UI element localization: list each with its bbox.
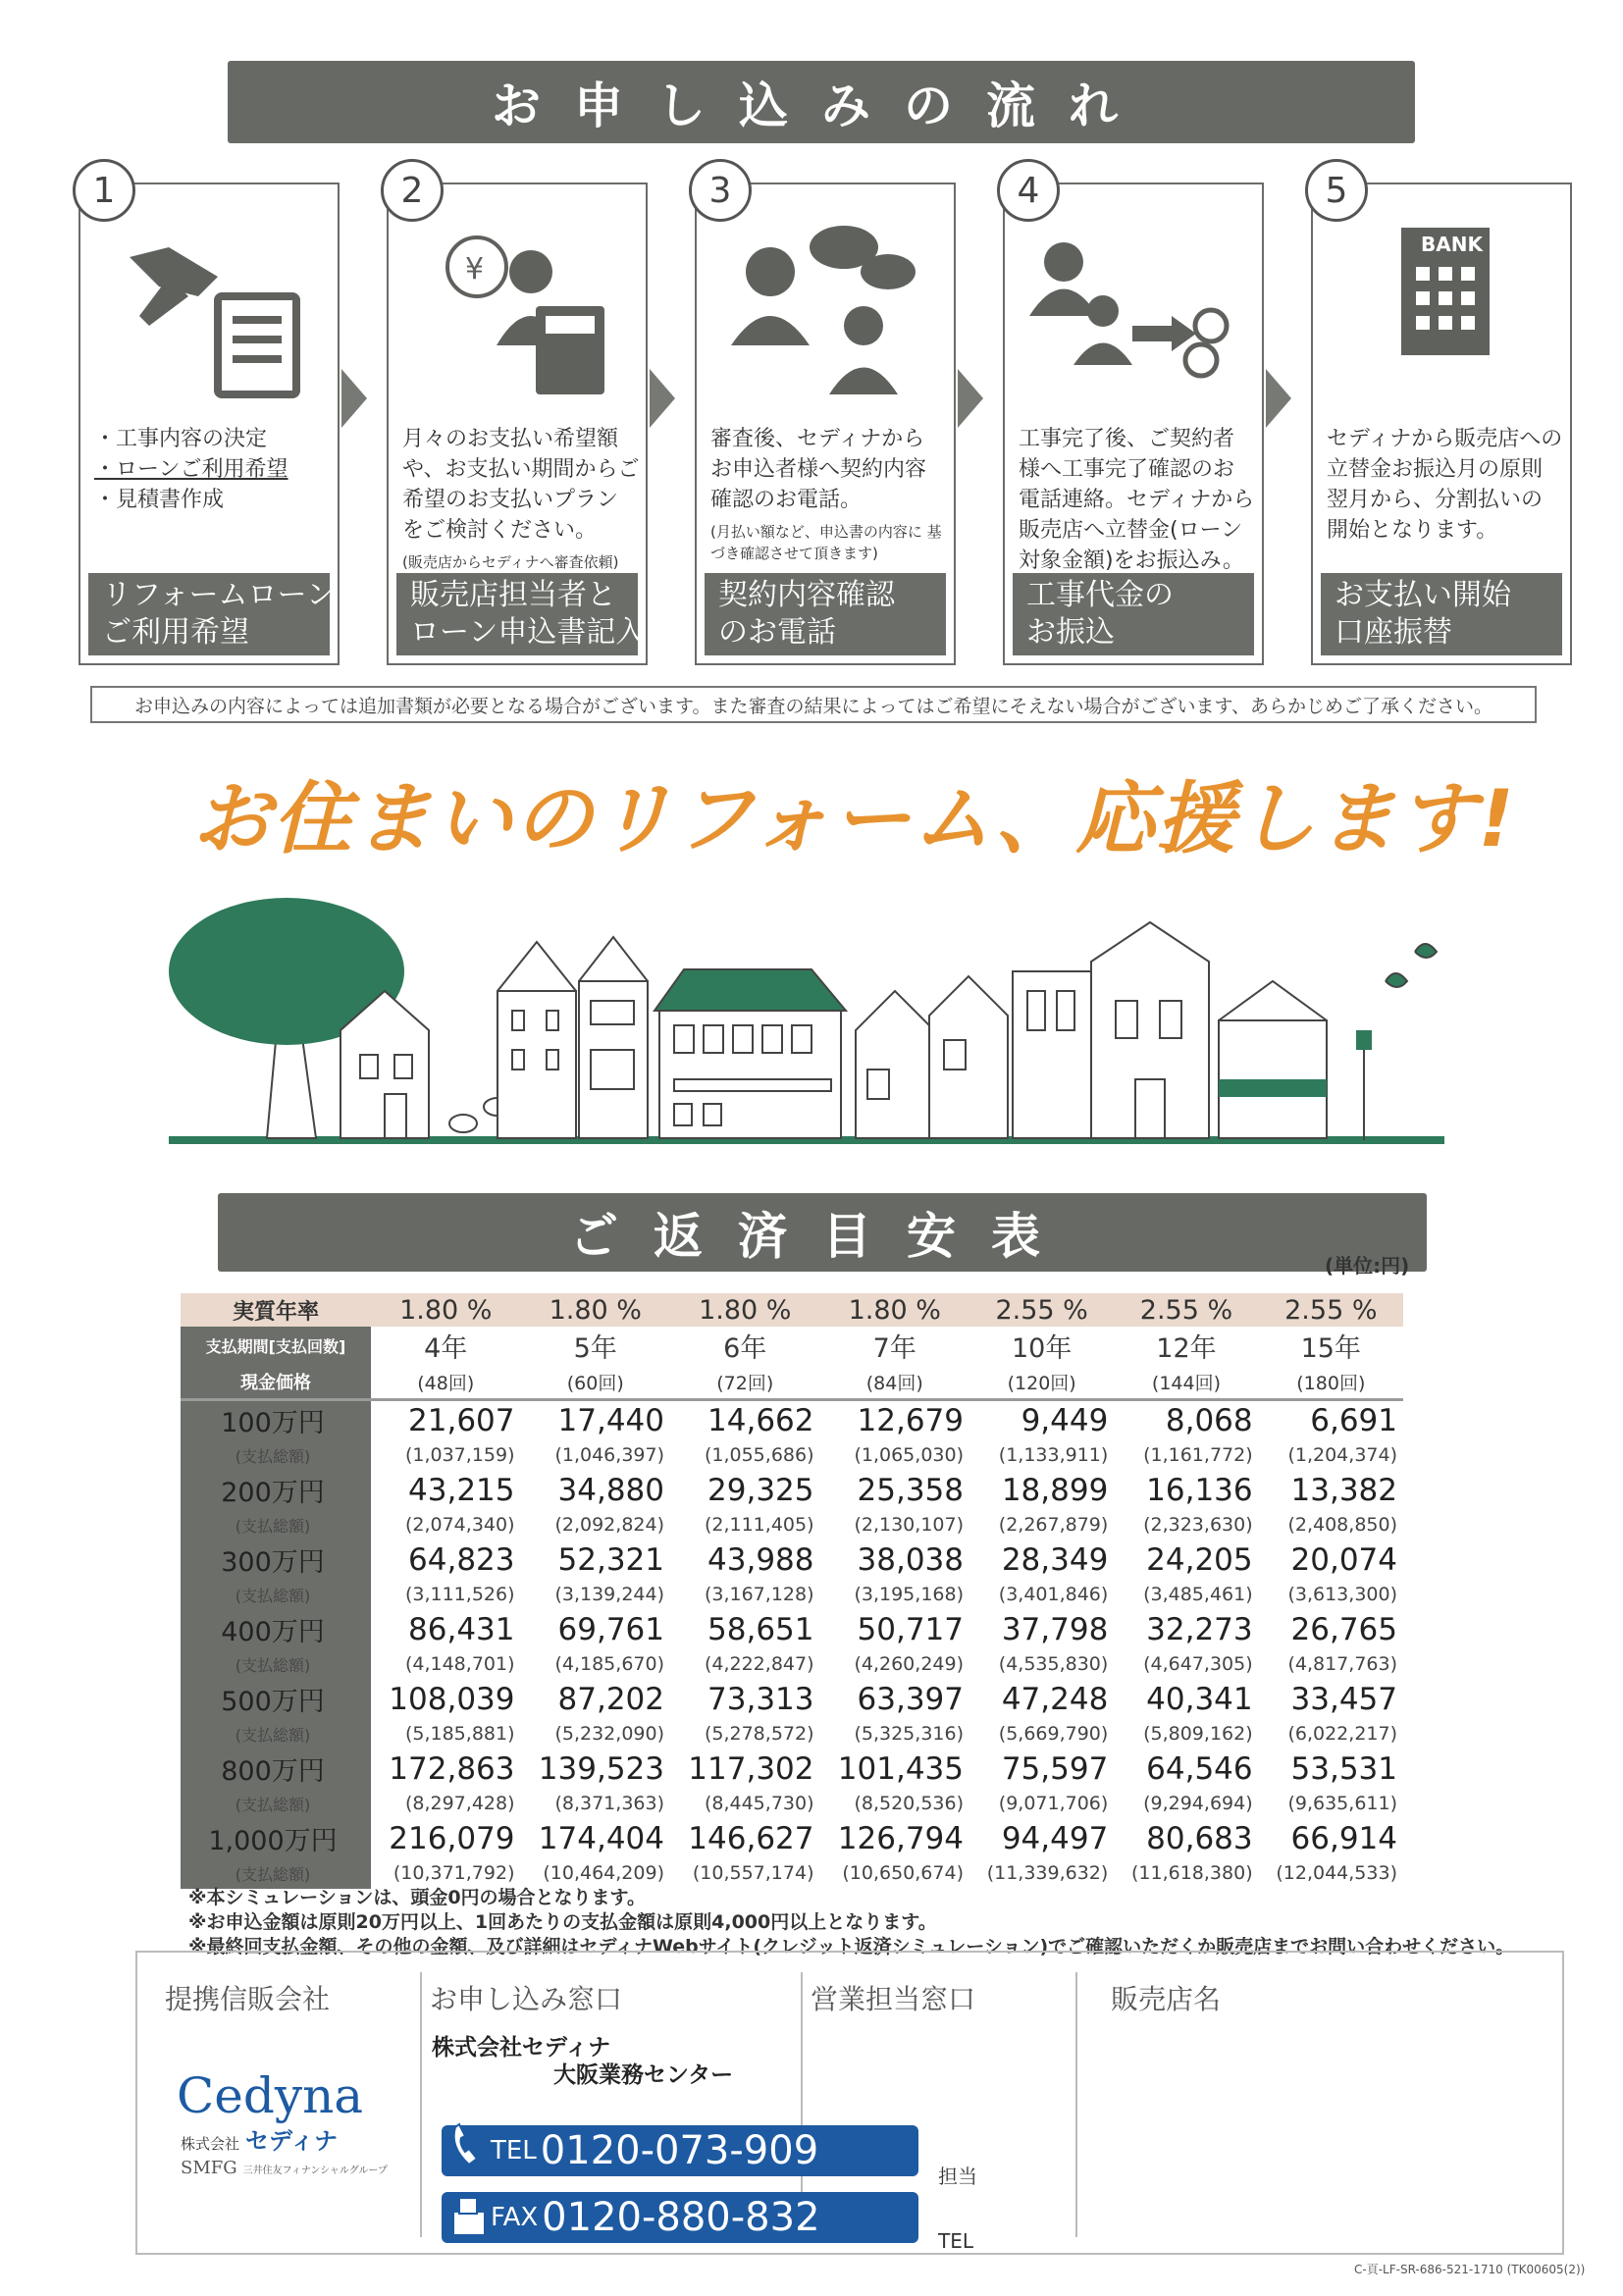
- step-description: [1327, 424, 1563, 546]
- row-header: 100万円: [181, 1400, 371, 1440]
- table-cell: 73,313: [707, 1681, 814, 1717]
- monthly-row: [181, 1471, 1403, 1509]
- flow-arrow-icon: [341, 369, 367, 428]
- table-cell: 12,679: [857, 1402, 964, 1438]
- note-line: ※お申込金額は原則20万円以上、1回あたりの支払金額は原則4,000円以上となります。: [188, 1911, 937, 1933]
- step-description-line: 電話連絡。セディナから: [1019, 488, 1255, 512]
- step-description-line: 翌月から、分割払いの: [1327, 488, 1544, 512]
- row-header: (支払総額): [181, 1509, 371, 1540]
- table-cell: 52,321: [557, 1541, 664, 1578]
- table-cell: 32,273: [1146, 1611, 1253, 1647]
- table-cell: (5,809,162): [1143, 1723, 1253, 1745]
- table-cell: 5年: [573, 1333, 617, 1364]
- table-cell: (8,371,363): [554, 1793, 664, 1814]
- table-cell: (3,167,128): [704, 1584, 814, 1605]
- fax-number: 0120-880-832: [542, 2195, 820, 2240]
- row-header: 400万円: [181, 1610, 371, 1648]
- row-header: (支払総額): [181, 1857, 371, 1889]
- row-header: 300万円: [181, 1540, 371, 1579]
- table-cell: 28,349: [1001, 1541, 1109, 1578]
- row-header: 1,000万円: [181, 1819, 371, 1857]
- step-label: [705, 573, 946, 655]
- table-cell: (144回): [1114, 1365, 1258, 1400]
- table-cell: 1.80 %: [820, 1293, 970, 1327]
- table-cell: (10,650,674): [842, 1862, 964, 1884]
- repayment-table-title: ご返済目安表: [218, 1193, 1427, 1272]
- step-label-line: ローン申込書記入: [410, 615, 646, 650]
- table-cell: 15年: [1300, 1333, 1361, 1364]
- note-line: ※最終回支払金額、その他の金額、及び詳細はセディナWebサイト(クレジット返済シミュレーション)でご確認いただくか販売店までお問い合わせください。: [188, 1936, 1515, 1957]
- step-description: [1019, 424, 1255, 576]
- table-cell: (4,185,670): [554, 1653, 664, 1675]
- flow-arrow-icon: [958, 369, 983, 428]
- step-description-line: ・工事内容の決定: [94, 427, 268, 451]
- logo-group: 三井住友フィナンシャルグループ: [242, 2166, 388, 2176]
- slogan: お住まいのリフォーム、応援します!: [192, 773, 1516, 864]
- table-notes: [188, 1886, 1514, 1959]
- table-cell: (2,130,107): [854, 1514, 964, 1536]
- table-cell: 101,435: [837, 1750, 964, 1787]
- table-cell: (5,185,881): [404, 1723, 515, 1745]
- step-label-line: リフォームローン: [102, 578, 336, 612]
- table-cell: (2,092,824): [554, 1514, 664, 1536]
- logo-kk: 株式会社: [181, 2135, 240, 2153]
- handshake-icon: [100, 218, 316, 404]
- step-label-line: お支払い開始: [1335, 578, 1511, 612]
- table-cell: (2,323,630): [1143, 1514, 1253, 1536]
- table-cell: 37,798: [1001, 1611, 1109, 1647]
- table-cell: 6,691: [1310, 1402, 1397, 1438]
- table-cell: (48回): [371, 1365, 521, 1400]
- table-cell: 174,404: [538, 1820, 664, 1856]
- table-cell: 87,202: [557, 1681, 664, 1717]
- svg-text:¥: ¥: [465, 252, 485, 287]
- table-cell: (3,401,846): [998, 1584, 1109, 1605]
- cedyna-logo: [177, 2067, 388, 2178]
- table-cell: (8,297,428): [404, 1793, 515, 1814]
- table-cell: 47,248: [1001, 1681, 1109, 1717]
- table-cell: 1.80 %: [670, 1293, 820, 1327]
- step-label-line: 販売店担当者と: [410, 578, 616, 612]
- table-cell: (10,464,209): [543, 1862, 664, 1884]
- tel-pill[interactable]: [442, 2125, 918, 2176]
- table-cell: (9,294,694): [1143, 1793, 1253, 1814]
- table-cell: 50,717: [857, 1611, 964, 1647]
- table-cell: 14,662: [707, 1402, 814, 1438]
- tel-label: TEL: [491, 2136, 537, 2166]
- table-cell: (5,232,090): [554, 1723, 664, 1745]
- apply-title: お申し込み窓口: [430, 1983, 623, 2015]
- table-cell: 9,449: [1021, 1402, 1109, 1438]
- table-cell: 33,457: [1290, 1681, 1397, 1717]
- table-cell: (8,520,536): [854, 1793, 964, 1814]
- document-code: C-頁-LF-SR-686-521-1710 (TK00605(2)): [1354, 2263, 1586, 2276]
- table-cell: (8,445,730): [704, 1793, 814, 1814]
- table-cell: (10,371,792): [393, 1862, 515, 1884]
- svg-text:BANK: BANK: [1421, 233, 1483, 256]
- step-label-line: お振込: [1026, 615, 1115, 650]
- step-description-line: セディナから販売店への: [1327, 427, 1563, 451]
- step-number: 3: [689, 159, 752, 222]
- step-label-line: ご利用希望: [102, 615, 249, 650]
- table-cell: (1,046,397): [554, 1444, 664, 1466]
- fax-label: FAX: [491, 2203, 539, 2232]
- table-cell: 40,341: [1146, 1681, 1253, 1717]
- step-label: [1321, 573, 1562, 655]
- table-cell: (5,669,790): [998, 1723, 1109, 1745]
- table-cell: (3,139,244): [554, 1584, 664, 1605]
- monthly-row: [181, 1610, 1403, 1648]
- table-cell: (11,339,632): [986, 1862, 1109, 1884]
- table-cell: (10,557,174): [692, 1862, 814, 1884]
- table-cell: 34,880: [557, 1472, 664, 1508]
- table-cell: 43,215: [408, 1472, 515, 1508]
- table-cell: 21,607: [408, 1402, 515, 1438]
- flow-step-5: [1311, 170, 1572, 665]
- total-row: [181, 1788, 1403, 1819]
- row-header: 200万円: [181, 1471, 371, 1509]
- table-cell: (3,485,461): [1143, 1584, 1253, 1605]
- table-cell: 94,497: [1001, 1820, 1109, 1856]
- table-cell: 43,988: [707, 1541, 814, 1578]
- table-cell: (1,037,159): [404, 1444, 515, 1466]
- table-cell: (1,065,030): [854, 1444, 964, 1466]
- table-cell: 126,794: [837, 1820, 964, 1856]
- bank-icon: [1333, 218, 1548, 404]
- row-header: (支払総額): [181, 1648, 371, 1680]
- row-header: 500万円: [181, 1680, 371, 1718]
- table-cell: 63,397: [857, 1681, 964, 1717]
- table-cell: 25,358: [857, 1472, 964, 1508]
- table-cell: 6年: [723, 1333, 767, 1364]
- step-label-line: 契約内容確認: [718, 578, 895, 612]
- step-label-line: のお電話: [718, 615, 836, 650]
- table-cell: 75,597: [1001, 1750, 1109, 1787]
- step-description-line: 希望のお支払いプラン: [402, 488, 619, 512]
- table-cell: 2.55 %: [969, 1293, 1114, 1327]
- table-cell: (4,647,305): [1143, 1653, 1253, 1675]
- table-cell: 29,325: [707, 1472, 814, 1508]
- table-cell: 1.80 %: [521, 1293, 671, 1327]
- step-description: [402, 424, 640, 573]
- total-row: [181, 1509, 1403, 1540]
- monthly-row: [181, 1749, 1403, 1788]
- table-cell: 13,382: [1290, 1472, 1397, 1508]
- table-cell: 86,431: [408, 1611, 515, 1647]
- step-description-line: 立替金お振込月の原則: [1327, 457, 1544, 482]
- step-label-line: 工事代金の: [1026, 578, 1174, 612]
- total-row: [181, 1648, 1403, 1680]
- row-header: 実質年率: [181, 1293, 371, 1327]
- table-cell: (180回): [1259, 1365, 1403, 1400]
- flow-step-2: [387, 170, 648, 665]
- table-cell: (2,408,850): [1287, 1514, 1397, 1536]
- table-cell: 53,531: [1290, 1750, 1397, 1787]
- step-label: [88, 573, 336, 655]
- unit-label: (単位:円): [1325, 1254, 1410, 1278]
- transfer-icon: [1024, 218, 1240, 404]
- table-cell: (2,111,405): [704, 1514, 814, 1536]
- total-row: [181, 1439, 1403, 1471]
- table-cell: 8,068: [1165, 1402, 1253, 1438]
- table-cell: 17,440: [557, 1402, 664, 1438]
- table-cell: (5,278,572): [704, 1723, 814, 1745]
- table-cell: (1,204,374): [1287, 1444, 1397, 1466]
- logo-smfg: SMFG: [181, 2158, 237, 2178]
- table-cell: (1,133,911): [998, 1444, 1109, 1466]
- row-header: (支払総額): [181, 1718, 371, 1749]
- table-cell: 38,038: [857, 1541, 964, 1578]
- phone-icon: [447, 2121, 487, 2170]
- step-description: [710, 424, 944, 564]
- row-header: 支払期間[支払回数]: [181, 1327, 371, 1365]
- fax-icon: [449, 2194, 489, 2241]
- period-row: [181, 1327, 1403, 1365]
- row-header: (支払総額): [181, 1579, 371, 1610]
- table-cell: 12年: [1156, 1333, 1217, 1364]
- partner-title: 提携信販会社: [165, 1983, 331, 2015]
- logo-wordmark: Cedyna: [177, 2067, 364, 2124]
- step-description-line: 審査後、セディナから: [710, 427, 925, 451]
- table-cell: (4,260,249): [854, 1653, 964, 1675]
- table-cell: (2,267,879): [998, 1514, 1109, 1536]
- table-cell: (4,222,847): [704, 1653, 814, 1675]
- total-row: [181, 1857, 1403, 1889]
- table-cell: (5,325,316): [854, 1723, 964, 1745]
- table-cell: 139,523: [538, 1750, 664, 1787]
- consult-icon: [408, 218, 624, 404]
- company-name: 株式会社セディナ: [432, 2035, 611, 2061]
- flow-step-4: [1003, 170, 1264, 665]
- call-icon: [716, 218, 932, 404]
- total-row: [181, 1718, 1403, 1749]
- table-cell: (84回): [820, 1365, 970, 1400]
- step-label-line: 口座振替: [1335, 615, 1452, 650]
- table-cell: (4,535,830): [998, 1653, 1109, 1675]
- table-cell: 146,627: [688, 1820, 814, 1856]
- table-cell: 16,136: [1146, 1472, 1253, 1508]
- town-illustration: [169, 883, 1444, 1168]
- step-description-line: ・見積書作成: [94, 488, 225, 512]
- shop-title: 販売店名: [1111, 1983, 1222, 2015]
- table-cell: 69,761: [557, 1611, 664, 1647]
- table-cell: 80,683: [1146, 1820, 1253, 1856]
- table-cell: 64,546: [1146, 1750, 1253, 1787]
- step-number: 5: [1305, 159, 1368, 222]
- step-description-line: 販売店へ立替金(ローン: [1019, 518, 1243, 543]
- count-row: [181, 1365, 1403, 1400]
- step-number: 1: [73, 159, 135, 222]
- table-cell: (6,022,217): [1287, 1723, 1397, 1745]
- monthly-row: [181, 1400, 1403, 1440]
- row-header: (支払総額): [181, 1788, 371, 1819]
- table-cell: (1,161,772): [1143, 1444, 1253, 1466]
- table-cell: 7年: [872, 1333, 916, 1364]
- row-header: 800万円: [181, 1749, 371, 1788]
- step-description: [94, 424, 328, 515]
- table-cell: 1.80 %: [371, 1293, 521, 1327]
- monthly-row: [181, 1680, 1403, 1718]
- table-cell: (4,148,701): [404, 1653, 515, 1675]
- step-description-line: 確認のお電話。: [710, 488, 863, 512]
- table-cell: (11,618,380): [1131, 1862, 1253, 1884]
- flow-title: お申し込みの流れ: [228, 61, 1415, 143]
- step-number: 4: [997, 159, 1060, 222]
- fax-pill[interactable]: [442, 2192, 918, 2243]
- table-cell: 10年: [1011, 1333, 1073, 1364]
- table-cell: (2,074,340): [404, 1514, 515, 1536]
- table-cell: 216,079: [389, 1820, 515, 1856]
- table-cell: (60回): [521, 1365, 671, 1400]
- step-description-line: 月々のお支払い希望額: [402, 427, 619, 451]
- monthly-row: [181, 1819, 1403, 1857]
- tanto-label: 担当: [938, 2165, 977, 2188]
- row-header: (支払総額): [181, 1439, 371, 1471]
- step-note: (月払い額など、申込書の内容に 基づき確認させて頂きます): [710, 523, 942, 562]
- logo-kana: セディナ: [245, 2127, 339, 2155]
- step-description-line: ・ローンご利用希望: [94, 457, 288, 482]
- flow-arrow-icon: [650, 369, 675, 428]
- step-description-line: 様へ工事完了確認のお: [1019, 457, 1235, 482]
- table-cell: 26,765: [1290, 1611, 1397, 1647]
- table-cell: (1,055,686): [704, 1444, 814, 1466]
- table-cell: (120回): [969, 1365, 1114, 1400]
- step-description-line: 開始となります。: [1327, 518, 1498, 543]
- step-description-line: 工事完了後、ご契約者: [1019, 427, 1235, 451]
- step-label: [396, 573, 646, 655]
- table-cell: 4年: [424, 1333, 468, 1364]
- table-cell: 24,205: [1146, 1541, 1253, 1578]
- table-cell: (3,195,168): [854, 1584, 964, 1605]
- table-cell: 2.55 %: [1259, 1293, 1403, 1327]
- table-cell: 66,914: [1290, 1820, 1397, 1856]
- tel-number: 0120-073-909: [540, 2128, 819, 2173]
- tel-small-label: TEL: [938, 2229, 973, 2253]
- table-cell: 108,039: [389, 1681, 515, 1717]
- table-cell: (3,613,300): [1287, 1584, 1397, 1605]
- monthly-row: [181, 1540, 1403, 1579]
- table-cell: (72回): [670, 1365, 820, 1400]
- step-description-line: や、お支払い期間からご: [402, 457, 640, 482]
- step-number: 2: [381, 159, 444, 222]
- table-cell: 117,302: [688, 1750, 814, 1787]
- step-description-line: 対象金額)をお振込み。: [1019, 548, 1244, 573]
- step-label: [1013, 573, 1254, 655]
- table-cell: 172,863: [389, 1750, 515, 1787]
- table-cell: (9,635,611): [1287, 1793, 1397, 1814]
- step-description-line: お申込者様へ契約内容: [710, 457, 927, 482]
- table-cell: 64,823: [408, 1541, 515, 1578]
- contact-box: [135, 1951, 1564, 2255]
- table-cell: (12,044,533): [1276, 1862, 1397, 1884]
- table-cell: 2.55 %: [1114, 1293, 1258, 1327]
- step-description-line: をご検討ください。: [402, 518, 598, 543]
- sales-title: 営業担当窓口: [811, 1983, 976, 2015]
- row-header: 現金価格: [181, 1365, 371, 1400]
- table-cell: 18,899: [1001, 1472, 1109, 1508]
- step-note: (販売店からセディナへ審査依頼): [402, 553, 619, 571]
- center-name: 大阪業務センター: [553, 2062, 734, 2088]
- total-row: [181, 1579, 1403, 1610]
- flow-disclaimer: お申込みの内容によっては追加書類が必要となる場合がございます。また審査の結果によってはご希望にそえない場合がございます、あらかじめご了承ください。: [90, 686, 1537, 723]
- flow-step-1: [79, 170, 340, 665]
- table-cell: 20,074: [1290, 1541, 1397, 1578]
- flow-step-3: [695, 170, 956, 665]
- table-cell: (3,111,526): [404, 1584, 515, 1605]
- repayment-table: [181, 1293, 1403, 1889]
- table-cell: 58,651: [707, 1611, 814, 1647]
- table-cell: (4,817,763): [1287, 1653, 1397, 1675]
- note-line: ※本シミュレーションは、頭金0円の場合となります。: [188, 1887, 647, 1908]
- flow-arrow-icon: [1266, 369, 1291, 428]
- table-cell: (9,071,706): [998, 1793, 1109, 1814]
- rate-row: [181, 1293, 1403, 1327]
